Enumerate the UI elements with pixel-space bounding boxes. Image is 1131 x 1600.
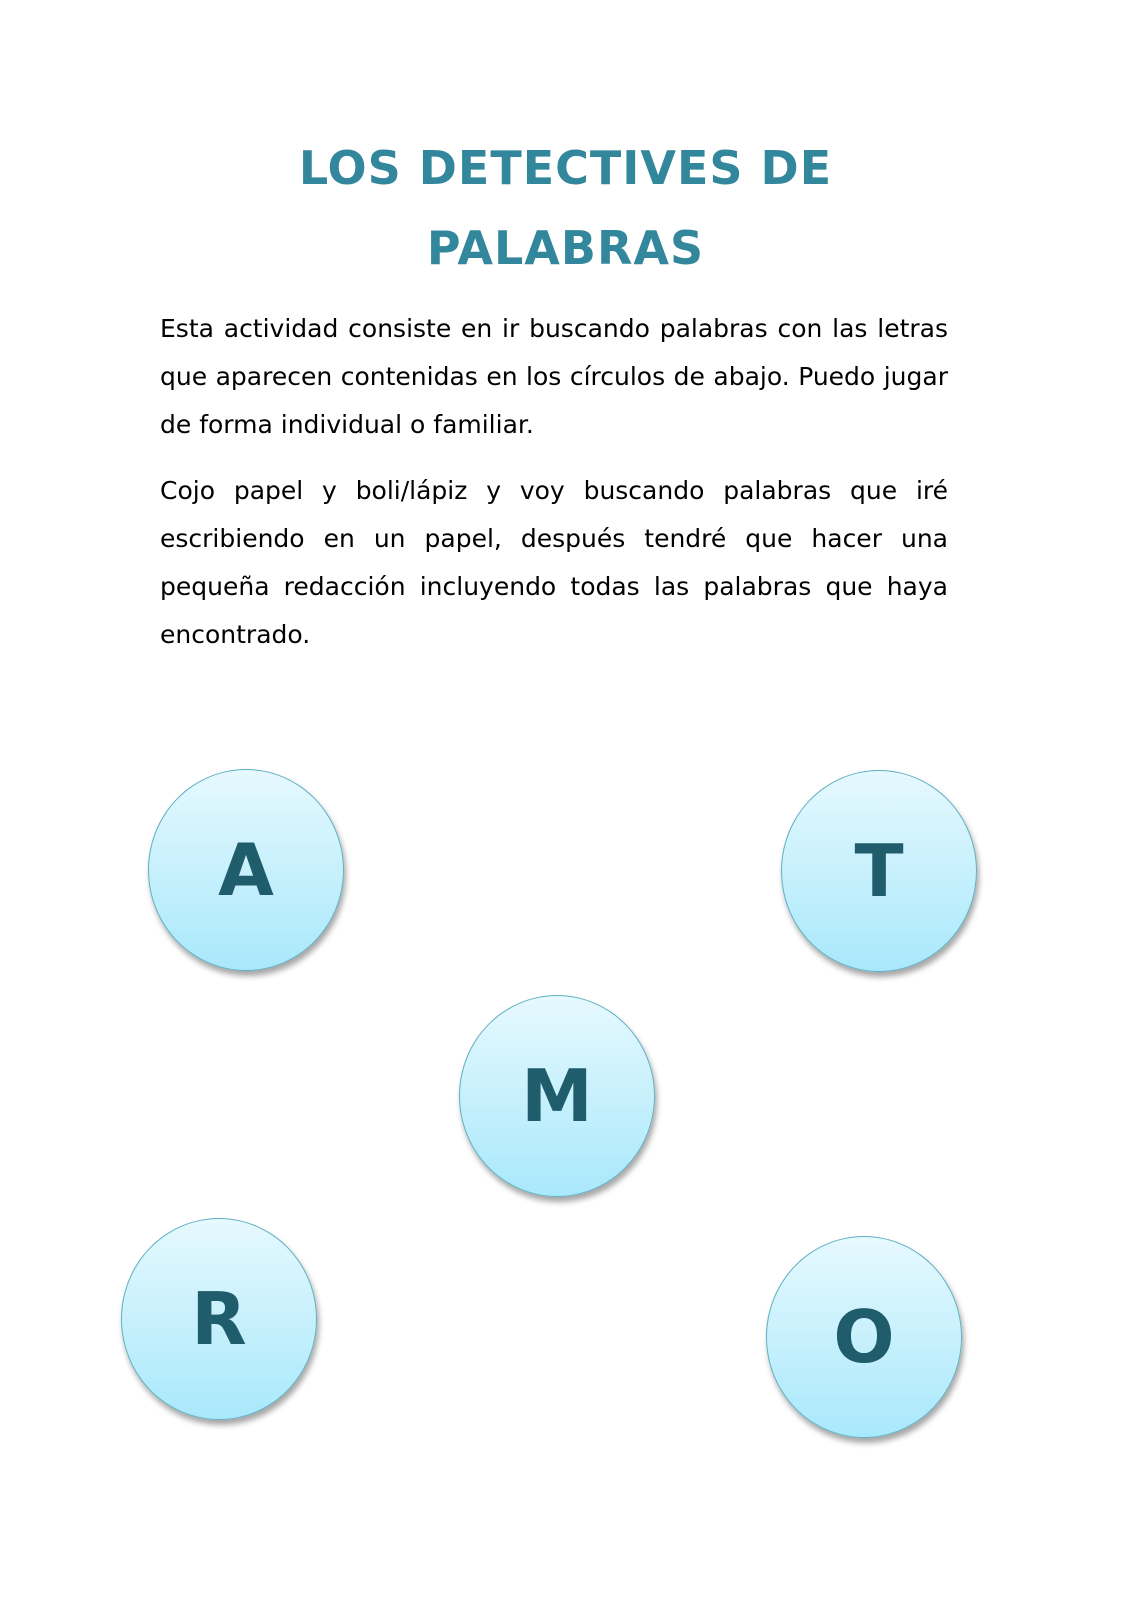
letter: O bbox=[833, 1295, 895, 1379]
letter-circle-r bbox=[121, 1218, 317, 1420]
letter-circle-o bbox=[766, 1236, 962, 1438]
instructions-paragraph-1: Esta actividad consiste en ir buscando palabras con las letras que aparecen contenidas en los círculos de abajo. Puedo jugar de forma individual o familiar. bbox=[160, 314, 948, 439]
instructions-paragraph-2: Cojo papel y boli/lápiz y voy buscando palabras que iré escribiendo en un papel, después tendré que hacer una pequeña redacción incluyendo todas las palabras que haya encontrado. bbox=[160, 476, 948, 649]
letter: A bbox=[218, 828, 274, 912]
letter-circle-a bbox=[148, 769, 344, 971]
letter-circle-t bbox=[781, 770, 977, 972]
title-line-2: PALABRAS bbox=[426, 221, 705, 275]
page-title bbox=[0, 128, 1131, 288]
letter: T bbox=[854, 829, 904, 913]
letter-circle-m bbox=[459, 995, 655, 1197]
letter: R bbox=[191, 1277, 247, 1361]
letter: M bbox=[521, 1054, 593, 1138]
title-line-1: LOS DETECTIVES DE bbox=[298, 141, 833, 195]
